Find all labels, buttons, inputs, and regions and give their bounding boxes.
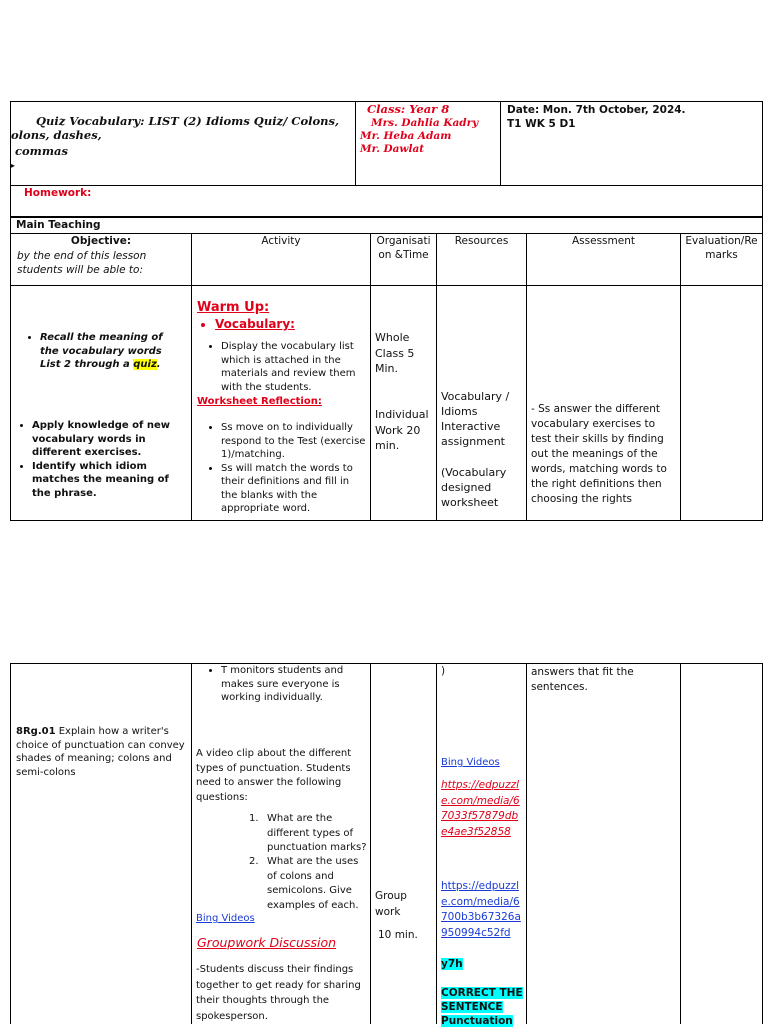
objective-8rg01: 8Rg.01 Explain how a writer's choice of punctuation can convey shades of meaning; colons and semi-colons	[16, 726, 185, 778]
worksheet-reflection-heading: Worksheet Reflection:	[197, 396, 322, 407]
header-divider-1	[355, 101, 356, 186]
org-whole-class: Whole Class 5 Min.	[375, 331, 415, 375]
org-group-time: 10 min.	[378, 929, 418, 941]
bing-videos-link-resource[interactable]: Bing Videos	[441, 757, 500, 768]
col-divider-5	[680, 233, 681, 521]
question-1: What are the different types of punctuation marks?	[267, 813, 367, 853]
org-individual: Individual Work 20 min.	[375, 408, 429, 452]
objective-recall: • Recall the meaning of the vocabulary words List 2 through a quiz.	[22, 331, 182, 372]
lesson-date: Date: Mon. 7th October, 2024.	[507, 104, 686, 116]
col-divider-4	[526, 233, 527, 521]
class-label: Class: Year 8	[367, 102, 450, 116]
col-head-assessment: Assessment	[572, 235, 635, 247]
question-1-number: 1.	[249, 813, 259, 824]
warm-up-heading: Warm Up:	[197, 300, 270, 315]
col-divider-3	[436, 233, 437, 521]
lesson-title-line1: Quiz Vocabulary: LIST (2) Idioms Quiz/ Colons,	[36, 114, 339, 128]
edpuzzle-link-1[interactable]: https://edpuzzle.com/media/67033f57879dbe4ae3f52858	[441, 779, 520, 838]
table-border-homework-bottom	[10, 216, 762, 218]
objective-apply: • Apply knowledge of new vocabulary words in different exercises.	[32, 419, 184, 460]
table-border-colheads-bottom	[10, 285, 762, 286]
table2-col-divider-2	[370, 663, 371, 1024]
lesson-title-marker: ▸	[11, 161, 16, 170]
edpuzzle-link-2[interactable]: https://edpuzzle.com/media/6700b3b67326a950994c52fd	[441, 880, 521, 939]
assessment-cont: answers that fit the sentences.	[531, 666, 634, 693]
video-intro: A video clip about the different types of punctuation. Students need to answer the following questions:	[196, 748, 352, 803]
lesson-title-line2: olons, dashes,	[11, 128, 102, 142]
table-border-right	[762, 101, 763, 521]
col-divider-2	[370, 233, 371, 521]
header-divider-2	[500, 101, 501, 186]
resources-worksheet: (Vocabulary designed worksheet	[441, 466, 507, 509]
activity-monitor: • T monitors students and makes sure everyone is working individually.	[203, 664, 365, 705]
teacher-1: Mrs. Dahlia Kadry	[371, 117, 479, 129]
col-head-activity: Activity	[261, 235, 301, 247]
table-border-bottom	[10, 520, 762, 521]
main-teaching-label: Main Teaching	[16, 219, 101, 231]
table2-border-top	[10, 663, 762, 664]
resources-interactive: Vocabulary / Idioms Interactive assignment	[441, 390, 510, 448]
table2-col-divider-4	[526, 663, 527, 1024]
table2-border-right	[762, 663, 763, 1024]
teacher-3: Mr. Dawlat	[360, 143, 425, 155]
teacher-2: Mr. Heba Adam	[360, 130, 452, 142]
bing-videos-link-activity[interactable]: Bing Videos	[196, 913, 255, 924]
groupwork-heading: Groupwork Discussion	[197, 935, 337, 950]
groupwork-text: -Students discuss their findings together to get ready for sharing their thoughts through the spokesperson.	[196, 964, 361, 1022]
table-border-header-bottom	[10, 185, 762, 186]
lesson-title-line3: commas	[15, 144, 68, 158]
col-head-organisation: Organisati on &Time	[376, 235, 431, 261]
objective-identify: • Identify which idiom matches the meaning of the phrase.	[32, 460, 184, 501]
col-head-objective-sub: by the end of this lesson students will be able to:	[17, 250, 147, 276]
org-group-work: Group work	[375, 890, 407, 918]
col-head-objective: Objective:	[70, 235, 132, 247]
col-head-resources: Resources	[454, 235, 509, 247]
table2-col-divider-1	[191, 663, 192, 1024]
lesson-week: T1 WK 5 D1	[507, 118, 576, 130]
assessment-text: - Ss answer the different vocabulary exercises to test their skills by finding out the meanings of the words, matching words to the right definitions then choosing the rights	[531, 403, 667, 505]
resources-paren: )	[441, 665, 446, 677]
question-2: What are the uses of colons and semicolons. Give examples of each.	[267, 856, 359, 911]
correct-sentence-label: CORRECT THE SENTENCE Punctuation	[441, 987, 523, 1027]
table2-border-left	[10, 663, 11, 1024]
vocabulary-heading: • Vocabulary:	[197, 317, 295, 331]
objective-list	[14, 419, 184, 500]
homework-label: Homework:	[24, 187, 92, 199]
question-2-number: 2.	[249, 856, 259, 867]
table2-col-divider-3	[436, 663, 437, 1024]
code-y7h: y7h	[441, 958, 463, 970]
col-head-evaluation: Evaluation/Re marks	[685, 235, 758, 261]
activity-worksheet-list: • Ss move on to individually respond to the Test (exercise 1)/matching. • Ss will match the words to their definitions and fill in the blanks with the appropriate word.	[203, 421, 367, 516]
col-divider-1	[191, 233, 192, 521]
activity-display-list: • Display the vocabulary list which is attached in the materials and review them with the students.	[203, 340, 365, 394]
table2-col-divider-5	[680, 663, 681, 1024]
